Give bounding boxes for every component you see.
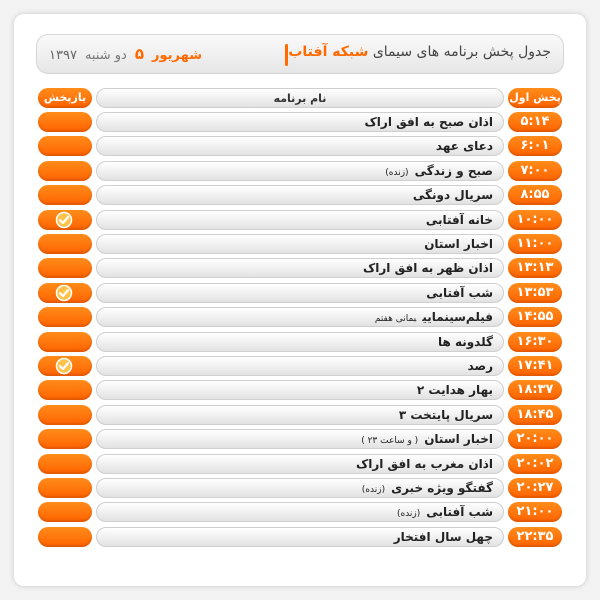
replay-cell xyxy=(38,454,92,474)
program-name xyxy=(365,115,493,129)
replay-cell xyxy=(38,185,92,205)
program-name xyxy=(385,164,493,178)
broadcast-time: ۲۰:۲۷ xyxy=(516,480,554,495)
program-title: صبح و زندگی xyxy=(414,163,493,178)
replay-cell xyxy=(38,234,92,254)
program-name xyxy=(438,335,493,349)
broadcast-time: ۱۸:۳۷ xyxy=(516,382,554,398)
replay-cell xyxy=(38,161,92,181)
broadcast-time: ۱۱:۰۰ xyxy=(516,236,554,251)
replay-cell xyxy=(38,502,92,522)
program-name xyxy=(426,213,493,227)
schedule-header xyxy=(36,34,564,74)
program-name xyxy=(356,457,493,471)
replay-cell xyxy=(38,405,92,425)
schedule-row xyxy=(0,283,600,303)
replay-cell xyxy=(38,478,92,498)
program-note: ( و ساعت ۲۳ ) xyxy=(361,436,419,447)
broadcast-time: ۷:۰۰ xyxy=(520,162,550,178)
program-name xyxy=(361,432,493,446)
time-cell xyxy=(508,210,562,230)
program-name xyxy=(426,286,493,300)
program-title: اذان صبح به افق اراک xyxy=(364,115,493,129)
time-cell xyxy=(508,478,562,498)
program-name-cell xyxy=(96,307,504,327)
column-header-time xyxy=(508,88,562,108)
replay-cell xyxy=(38,258,92,278)
schedule-date xyxy=(49,45,210,63)
program-name xyxy=(424,237,493,251)
broadcast-time: ۱۷:۴۱ xyxy=(516,358,554,373)
schedule-row xyxy=(0,161,600,181)
program-title: سریال پایتخت ۳ xyxy=(398,407,493,422)
time-cell xyxy=(508,332,562,352)
schedule-row xyxy=(0,356,600,376)
date-month: شهریور xyxy=(152,48,202,63)
program-name-cell xyxy=(96,258,504,278)
time-cell xyxy=(508,405,562,425)
program-title: دعای عهد xyxy=(435,139,493,154)
schedule-row xyxy=(0,429,600,449)
broadcast-time: ۲۰:۰۲ xyxy=(516,455,554,471)
program-name-cell xyxy=(96,112,504,132)
broadcast-time: ۱۸:۴۵ xyxy=(516,406,554,422)
program-name xyxy=(363,261,493,275)
replay-cell xyxy=(38,429,92,449)
program-name-cell xyxy=(96,161,504,181)
program-name xyxy=(468,359,493,373)
broadcast-time: ۵:۱۴ xyxy=(520,114,550,129)
time-cell xyxy=(508,307,562,327)
program-title: سریال دونگی xyxy=(412,188,493,203)
time-cell xyxy=(508,112,562,132)
program-title: اذان ظهر به افق اراک xyxy=(362,261,493,276)
program-name-cell xyxy=(96,283,504,303)
program-name-cell xyxy=(96,234,504,254)
time-cell xyxy=(508,527,562,547)
column-header-name-label: نام برنامه xyxy=(273,92,327,105)
replay-cell xyxy=(38,307,92,327)
program-name xyxy=(397,505,493,519)
broadcast-time: ۱۴:۵۵ xyxy=(516,309,554,325)
program-title: اذان مغرب به افق اراک xyxy=(355,456,493,471)
check-icon xyxy=(55,284,73,302)
program-note: بمانی هفتم xyxy=(374,314,417,325)
program-title: گفتگو ویژه خبری xyxy=(391,481,493,495)
program-name-cell xyxy=(96,454,504,474)
program-title: اخبار استان xyxy=(424,237,493,251)
program-name xyxy=(417,383,493,397)
program-title: چهل سال افتخار xyxy=(393,529,493,544)
program-name-cell xyxy=(96,356,504,376)
time-cell xyxy=(508,258,562,278)
program-name-cell xyxy=(96,527,504,547)
date-day-number: ۵ xyxy=(134,45,145,63)
schedule-row xyxy=(0,112,600,132)
schedule-row xyxy=(0,136,600,156)
program-title: شب آفتابی xyxy=(426,285,493,300)
program-name-cell xyxy=(96,332,504,352)
program-title: شب آفتابی xyxy=(426,505,493,520)
broadcast-time: ۲۰:۰۰ xyxy=(516,431,554,447)
replay-cell xyxy=(38,356,92,376)
replay-cell xyxy=(38,112,92,132)
program-name-cell xyxy=(96,429,504,449)
time-cell xyxy=(508,185,562,205)
replay-cell xyxy=(38,332,92,352)
program-name-cell xyxy=(96,210,504,230)
replay-cell xyxy=(38,136,92,156)
replay-cell xyxy=(38,210,92,230)
program-name-cell xyxy=(96,136,504,156)
time-cell xyxy=(508,429,562,449)
program-name xyxy=(375,310,493,324)
time-cell xyxy=(508,454,562,474)
header-separator xyxy=(285,44,288,66)
schedule-row xyxy=(0,332,600,352)
program-title: اخبار استان xyxy=(424,432,493,447)
program-name xyxy=(399,408,493,422)
program-name-cell xyxy=(96,502,504,522)
program-title: بهار هدایت ۲ xyxy=(416,383,493,398)
program-name-cell xyxy=(96,185,504,205)
broadcast-time: ۲۲:۳۵ xyxy=(516,528,554,544)
date-year: ۱۳۹۷ xyxy=(49,48,77,63)
schedule-row xyxy=(0,258,600,278)
check-icon xyxy=(55,357,73,375)
column-header-replay xyxy=(38,88,92,108)
program-name-cell xyxy=(96,478,504,498)
broadcast-time: ۱۳:۵۳ xyxy=(516,284,554,300)
broadcast-time: ۸:۵۵ xyxy=(520,187,550,203)
broadcast-time: ۱۰:۰۰ xyxy=(516,211,554,227)
time-cell xyxy=(508,136,562,156)
channel-name: شبکه آفتاب xyxy=(288,44,369,60)
program-name xyxy=(413,188,493,202)
broadcast-time: ۱۶:۳۰ xyxy=(516,333,554,349)
program-note: (زنده) xyxy=(385,167,409,178)
schedule-row xyxy=(0,502,600,522)
program-name-cell xyxy=(96,405,504,425)
schedule-row xyxy=(0,527,600,547)
time-cell xyxy=(508,283,562,303)
replay-cell xyxy=(38,283,92,303)
program-title: خانه آفتابی xyxy=(425,212,493,227)
schedule-row xyxy=(0,234,600,254)
broadcast-time: ۱۳:۱۳ xyxy=(516,260,554,276)
program-name xyxy=(436,139,493,153)
schedule-row xyxy=(0,380,600,400)
column-header-name xyxy=(96,88,504,108)
time-cell xyxy=(508,234,562,254)
program-title: رصد xyxy=(467,359,493,373)
column-header-replay-label: بازپخش xyxy=(43,91,87,104)
column-header-time-label: پخش اول xyxy=(509,91,561,104)
schedule-row xyxy=(0,307,600,327)
program-title: گلدونه ها xyxy=(437,334,493,349)
schedule-row xyxy=(0,210,600,230)
broadcast-time: ۶:۰۱ xyxy=(520,138,550,154)
replay-cell xyxy=(38,380,92,400)
schedule-row xyxy=(0,405,600,425)
schedule-row xyxy=(0,185,600,205)
schedule-row xyxy=(0,454,600,474)
broadcast-time: ۲۱:۰۰ xyxy=(516,504,554,520)
check-icon xyxy=(55,211,73,229)
time-cell xyxy=(508,161,562,181)
program-name xyxy=(362,481,493,495)
date-weekday: دو شنبه xyxy=(84,48,127,63)
schedule-row xyxy=(0,478,600,498)
title-prefix: جدول پخش برنامه های سیمای xyxy=(372,44,551,60)
program-name xyxy=(394,530,493,544)
program-note: (زنده) xyxy=(396,509,421,520)
replay-cell xyxy=(38,527,92,547)
program-name-cell xyxy=(96,380,504,400)
schedule-title xyxy=(288,44,551,60)
column-header-row xyxy=(0,88,600,108)
program-note: (زنده) xyxy=(361,485,386,495)
time-cell xyxy=(508,356,562,376)
time-cell xyxy=(508,502,562,522)
program-title: فیلم‌سینمایی xyxy=(422,310,493,325)
time-cell xyxy=(508,380,562,400)
